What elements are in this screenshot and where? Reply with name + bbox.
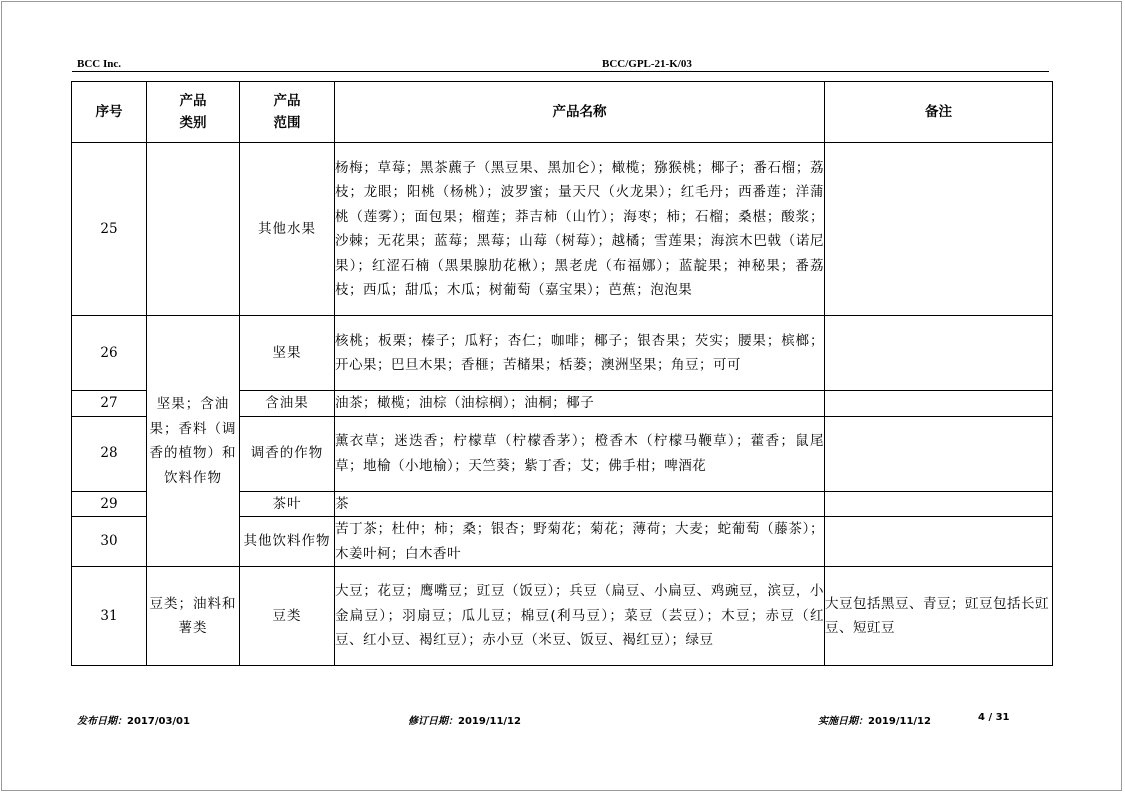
row-category: 豆类；油料和薯类 xyxy=(147,567,240,666)
footer-revise-label: 修订日期： xyxy=(408,716,458,727)
table-header-row xyxy=(72,82,1053,143)
row-seq: 26 xyxy=(72,316,147,391)
header-company: BCC Inc. xyxy=(77,58,122,70)
footer-revise-value: 2019/11/12 xyxy=(458,716,521,727)
row-remark: 大豆包括黑豆、青豆；豇豆包括长豇豆、短豇豆 xyxy=(825,567,1053,666)
row-category xyxy=(147,143,240,316)
col-header-remark: 备注 xyxy=(825,82,1053,143)
group-category: 坚果；含油果；香料（调香的植物）和饮料作物 xyxy=(147,316,240,567)
row-seq: 30 xyxy=(72,517,147,567)
row-product-names: 杨梅；草莓；黑茶藨子（黑豆果、黑加仑）；橄榄；猕猴桃；椰子；番石榴；荔枝；龙眼；阳桃（杨桃）；波罗蜜；量天尺（火龙果）；红毛丹；西番莲；洋蒲桃（莲雾）；面包果；榴莲；莽吉柿（山竹）；海枣；柿；石榴；桑椹；酸浆；沙棘；无花果；蓝莓；黑莓；山莓（树莓）；越橘；雪莲果；海滨木巴戟（诺尼果）；红涩石楠（黑果腺肋花楸）；黑老虎（布福娜）；蓝靛果；神秘果；番荔枝；西瓜；甜瓜；木瓜；树葡萄（嘉宝果）；芭蕉；泡泡果 xyxy=(335,143,825,316)
row-seq: 28 xyxy=(72,416,147,491)
header-rule xyxy=(72,71,1049,72)
footer-issue-date xyxy=(77,712,190,727)
footer-page-value: 4 / 31 xyxy=(978,712,1010,723)
row-product-names: 茶 xyxy=(335,491,825,517)
row-remark xyxy=(825,391,1053,417)
row-remark xyxy=(825,143,1053,316)
row-range: 含油果 xyxy=(240,391,335,417)
col-header-seq: 序号 xyxy=(72,82,147,143)
col-header-category xyxy=(147,82,240,143)
table-row xyxy=(72,143,1053,316)
footer-effective-label: 实施日期： xyxy=(818,716,868,727)
table-row xyxy=(72,316,1053,391)
row-seq: 27 xyxy=(72,391,147,417)
footer-effective-value: 2019/11/12 xyxy=(868,716,931,727)
row-range: 豆类 xyxy=(240,567,335,666)
footer-page-number xyxy=(978,712,1010,723)
col-header-range-text: 产品 范围 xyxy=(273,93,301,131)
product-table xyxy=(71,81,1053,666)
header-doc-code: BCC/GPL-21-K/03 xyxy=(602,58,692,70)
row-seq: 25 xyxy=(72,143,147,316)
footer-revise-date xyxy=(408,712,521,727)
row-range: 调香的作物 xyxy=(240,416,335,491)
row-remark xyxy=(825,416,1053,491)
row-seq: 29 xyxy=(72,491,147,517)
row-seq: 31 xyxy=(72,567,147,666)
row-range: 坚果 xyxy=(240,316,335,391)
row-product-names: 核桃；板栗；榛子；瓜籽；杏仁；咖啡；椰子；银杏果；芡实；腰果；槟榔；开心果；巴旦木果；香榧；苦槠果；栝蒌；澳洲坚果；角豆；可可 xyxy=(335,316,825,391)
row-remark xyxy=(825,316,1053,391)
row-product-names: 苦丁茶；杜仲；柿；桑；银杏；野菊花；菊花；薄荷；大麦；蛇葡萄（藤茶）；木姜叶柯；白木香叶 xyxy=(335,517,825,567)
row-range: 其他饮料作物 xyxy=(240,517,335,567)
row-product-names: 薰衣草；迷迭香；柠檬草（柠檬香茅）；橙香木（柠檬马鞭草）；藿香；鼠尾草；地榆（小地榆）；天竺葵；紫丁香；艾；佛手柑；啤酒花 xyxy=(335,416,825,491)
table-row xyxy=(72,567,1053,666)
footer-issue-value: 2017/03/01 xyxy=(127,716,190,727)
row-product-names: 油茶；橄榄；油棕（油棕榈）；油桐；椰子 xyxy=(335,391,825,417)
row-range: 其他水果 xyxy=(240,143,335,316)
col-header-range xyxy=(240,82,335,143)
footer-effective-date xyxy=(818,712,931,727)
col-header-category-text: 产品 类别 xyxy=(179,93,207,131)
col-header-name: 产品名称 xyxy=(335,82,825,143)
row-product-names: 大豆；花豆；鹰嘴豆；豇豆（饭豆）；兵豆（扁豆、小扁豆、鸡豌豆，滨豆，小金扁豆）；羽扇豆；瓜儿豆；棉豆(利马豆）；菜豆（芸豆）；木豆；赤豆（红豆、红小豆、褐红豆）；赤小豆（米豆、饭豆、褐红豆）；绿豆 xyxy=(335,567,825,666)
row-range: 茶叶 xyxy=(240,491,335,517)
row-remark xyxy=(825,491,1053,517)
row-remark xyxy=(825,517,1053,567)
footer-issue-label: 发布日期： xyxy=(77,716,127,727)
